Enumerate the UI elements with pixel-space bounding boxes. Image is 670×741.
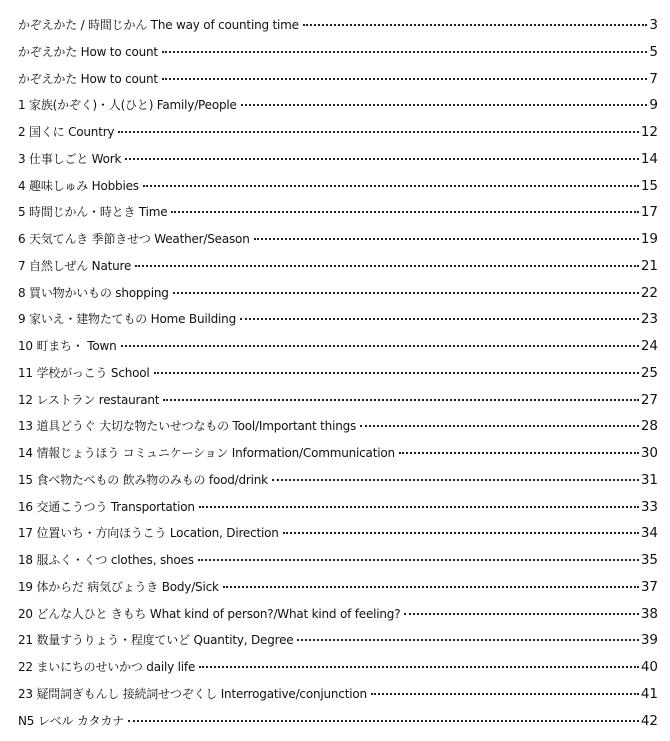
- toc-entry-title[interactable]: かぞえかた / 時間じかん The way of counting time: [18, 18, 299, 32]
- toc-entry-page-number[interactable]: 17: [640, 204, 658, 221]
- toc-entry[interactable]: [18, 173, 658, 200]
- toc-entry-title[interactable]: 2 国くに Country: [18, 125, 115, 139]
- toc-entry-title[interactable]: 17 位置いち・方向ほうこう Location, Direction: [18, 526, 279, 541]
- table-of-contents: [18, 12, 658, 734]
- toc-entry-page-number[interactable]: 40: [640, 659, 658, 675]
- toc-entry-title[interactable]: 7 自然しぜん Nature: [18, 258, 132, 273]
- toc-entry[interactable]: [18, 146, 658, 173]
- dot-leader: [297, 639, 638, 641]
- toc-entry-title[interactable]: 19 体からだ 病気びょうき Body/Sick: [18, 579, 219, 594]
- toc-entry-page-number[interactable]: 21: [640, 257, 658, 274]
- toc-entry[interactable]: [18, 413, 658, 440]
- toc-entry-title[interactable]: かぞえかた How to count: [18, 71, 158, 86]
- toc-entry-page-number[interactable]: 22: [640, 284, 658, 301]
- toc-entry[interactable]: [18, 280, 658, 307]
- toc-entry-page-number[interactable]: 3: [649, 17, 658, 33]
- toc-entry-title[interactable]: 18 服ふく・くつ clothes, shoes: [18, 553, 194, 567]
- dot-leader: [272, 479, 639, 481]
- dot-leader: [143, 185, 639, 187]
- toc-entry-title[interactable]: 12 レストラン restaurant: [18, 392, 160, 407]
- dot-leader: [399, 452, 639, 454]
- dot-leader: [303, 24, 648, 26]
- toc-entry-title[interactable]: 5 時間じかん・時とき Time: [18, 205, 168, 220]
- toc-entry[interactable]: [18, 253, 658, 280]
- dot-leader: [171, 211, 638, 213]
- toc-entry-title[interactable]: 11 学校がっこう School: [18, 365, 150, 380]
- toc-entry-page-number[interactable]: 34: [640, 525, 658, 542]
- dot-leader: [241, 104, 648, 106]
- toc-entry-page-number[interactable]: 31: [640, 471, 658, 488]
- toc-entry[interactable]: [18, 387, 658, 414]
- toc-entry[interactable]: [18, 440, 658, 467]
- dot-leader: [128, 720, 639, 722]
- toc-entry-page-number[interactable]: 27: [640, 391, 658, 408]
- toc-entry[interactable]: [18, 39, 658, 66]
- toc-entry-page-number[interactable]: 19: [640, 231, 658, 247]
- toc-entry-title[interactable]: 21 数量すうりょう・程度ていど Quantity, Degree: [18, 633, 294, 648]
- toc-entry-page-number[interactable]: 42: [640, 712, 658, 729]
- toc-entry-page-number[interactable]: 25: [640, 364, 658, 381]
- dot-leader: [125, 158, 639, 160]
- dot-leader: [198, 559, 639, 561]
- dot-leader: [121, 345, 639, 347]
- toc-entry-title[interactable]: N5 レベル カタカナ: [18, 713, 125, 728]
- toc-entry[interactable]: [18, 92, 658, 119]
- toc-entry[interactable]: [18, 654, 658, 681]
- dot-leader: [223, 586, 639, 588]
- dot-leader: [199, 506, 639, 508]
- dot-leader: [162, 51, 647, 53]
- dot-leader: [173, 292, 639, 294]
- dot-leader: [360, 425, 639, 427]
- toc-entry[interactable]: [18, 12, 658, 39]
- toc-entry-title[interactable]: 8 買い物かいもの shopping: [18, 285, 169, 300]
- dot-leader: [283, 532, 639, 534]
- toc-entry[interactable]: [18, 119, 658, 146]
- toc-entry-title[interactable]: 13 道具どうぐ 大切な物たいせつなもの Tool/Important things: [18, 419, 357, 434]
- toc-entry[interactable]: [18, 547, 658, 574]
- toc-entry-title[interactable]: 22 まいにちのせいかつ daily life: [18, 660, 196, 674]
- toc-entry-page-number[interactable]: 30: [640, 445, 658, 461]
- dot-leader: [162, 78, 647, 80]
- dot-leader: [163, 399, 639, 401]
- toc-entry[interactable]: [18, 360, 658, 387]
- toc-entry-page-number[interactable]: 39: [640, 632, 658, 649]
- toc-entry[interactable]: [18, 627, 658, 654]
- toc-entry-title[interactable]: 23 疑問詞ぎもんし 接続詞せつぞくし Interrogative/conjunction: [18, 686, 367, 701]
- toc-entry-page-number[interactable]: 35: [640, 552, 658, 568]
- toc-entry-page-number[interactable]: 9: [649, 97, 658, 114]
- toc-entry-page-number[interactable]: 24: [640, 338, 658, 354]
- dot-leader: [154, 372, 639, 374]
- toc-entry[interactable]: [18, 199, 658, 226]
- toc-entry-page-number[interactable]: 28: [640, 418, 658, 435]
- toc-entry[interactable]: [18, 333, 658, 360]
- toc-entry[interactable]: [18, 226, 658, 253]
- toc-entry-page-number[interactable]: 41: [640, 685, 658, 702]
- toc-entry-title[interactable]: 20 どんな人ひと きもち What kind of person?/What kind of feeling?: [18, 606, 401, 621]
- toc-entry[interactable]: [18, 681, 658, 708]
- toc-entry-page-number[interactable]: 12: [640, 124, 658, 140]
- toc-entry[interactable]: [18, 467, 658, 494]
- toc-entry-page-number[interactable]: 33: [640, 498, 658, 515]
- toc-entry-page-number[interactable]: 15: [640, 177, 658, 194]
- dot-leader: [135, 265, 639, 267]
- dot-leader: [240, 318, 639, 320]
- dot-leader: [254, 238, 639, 240]
- toc-entry[interactable]: [18, 708, 658, 735]
- toc-entry-title[interactable]: かぞえかた How to count: [18, 44, 158, 59]
- toc-entry-page-number[interactable]: 14: [640, 150, 658, 167]
- toc-entry-page-number[interactable]: 5: [649, 43, 658, 60]
- toc-entry[interactable]: [18, 520, 658, 547]
- dot-leader: [371, 693, 639, 695]
- toc-entry[interactable]: [18, 66, 658, 93]
- toc-entry-title[interactable]: 9 家いえ・建物たてもの Home Building: [18, 312, 236, 327]
- dot-leader: [404, 613, 638, 615]
- toc-entry-title[interactable]: 10 町まち・ Town: [18, 339, 117, 353]
- toc-entry[interactable]: [18, 574, 658, 601]
- toc-entry[interactable]: [18, 601, 658, 628]
- toc-entry-title[interactable]: 14 情報じょうほう コミュニケーション Information/Communication: [18, 446, 395, 460]
- toc-entry-title[interactable]: 15 食べ物たべもの 飲み物のみもの food/drink: [18, 472, 268, 487]
- toc-entry-title[interactable]: 3 仕事しごと Work: [18, 151, 122, 166]
- dot-leader: [199, 666, 639, 668]
- toc-entry-page-number[interactable]: 37: [640, 578, 658, 595]
- toc-entry-title[interactable]: 1 家族(かぞく)・人(ひと) Family/People: [18, 98, 237, 113]
- toc-entry-page-number[interactable]: 23: [640, 311, 658, 328]
- toc-entry-title[interactable]: 16 交通こうつう Transportation: [18, 499, 195, 514]
- toc-entry[interactable]: [18, 306, 658, 333]
- toc-entry[interactable]: [18, 494, 658, 521]
- toc-entry-title[interactable]: 4 趣味しゅみ Hobbies: [18, 178, 139, 193]
- dot-leader: [118, 131, 638, 133]
- toc-entry-title[interactable]: 6 天気てんき 季節きせつ Weather/Season: [18, 232, 250, 246]
- toc-entry-page-number[interactable]: 38: [640, 605, 658, 622]
- toc-entry-page-number[interactable]: 7: [649, 70, 658, 87]
